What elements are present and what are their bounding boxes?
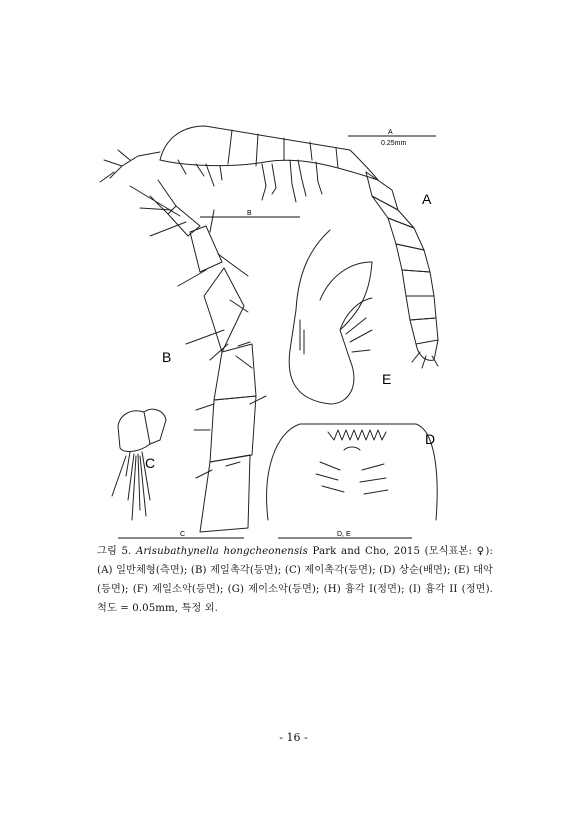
- figure-caption: [97, 542, 493, 618]
- antenna1-drawing: [130, 180, 266, 532]
- panel-label-c: C: [145, 455, 156, 471]
- mandible-drawing: [289, 230, 372, 404]
- scale-label-a-value: 0.25mm: [381, 140, 407, 147]
- caption-description: Park and Cho, 2015 (모식표본: ♀): (A) 일반체형(측면); (B) 제일촉각(등면); (C) 제이촉각(등면); (D) 상순(배면); (E) 대악(등면); (F) 제일소악(등면); (G) 제이소악(등면); (H) 흉각 I(정면); (I) 흉각 II (정면). 척도 = 0.05mm, 특정 외.: [97, 546, 493, 614]
- scale-label-de: D, E: [337, 531, 351, 538]
- panel-label-e: E: [382, 371, 392, 387]
- panel-label-a: A: [422, 191, 432, 207]
- caption-prefix: 그림 5.: [97, 546, 136, 557]
- scale-label-b: B: [247, 210, 252, 217]
- labrum-drawing: [267, 424, 438, 520]
- caption-species-name: Arisubathynella hongcheonensis: [135, 546, 308, 557]
- scale-label-c: C: [180, 531, 186, 538]
- habitus-drawing: [100, 126, 438, 368]
- panel-label-d: D: [425, 431, 436, 447]
- antenna2-drawing: [112, 409, 166, 520]
- panel-label-b: B: [162, 349, 172, 365]
- page-number: - 16 -: [279, 731, 308, 744]
- scale-label-a-letter: A: [388, 129, 393, 136]
